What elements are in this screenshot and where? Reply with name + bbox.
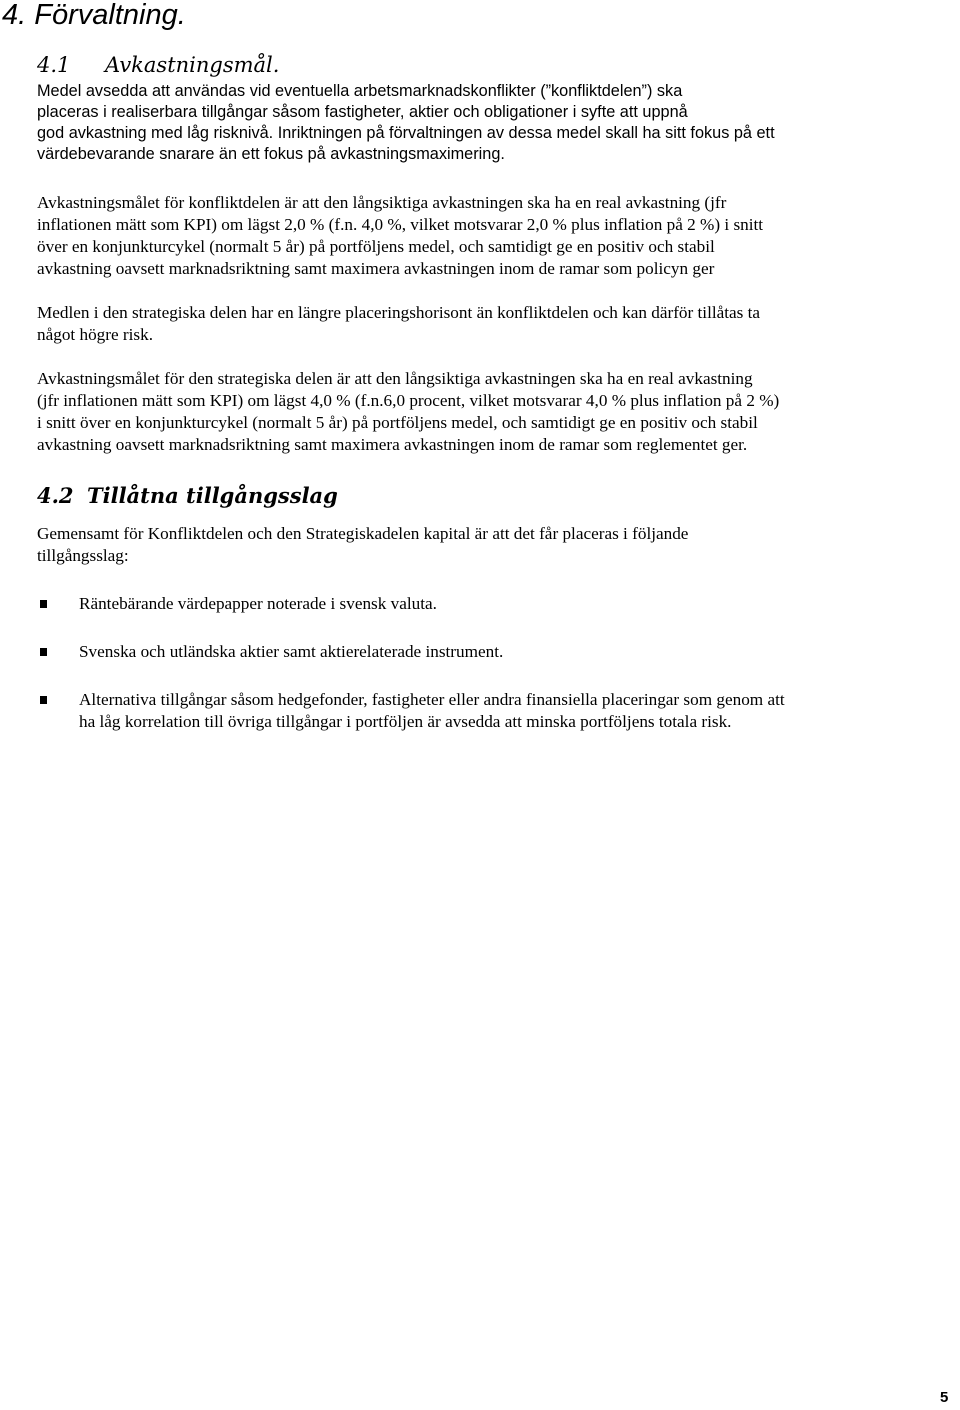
chapter-heading: 4. Förvaltning.: [2, 0, 186, 31]
text-line: Alternativa tillgångar såsom hedgefonder, fastigheter eller andra finansiella placeringar som genom att: [79, 690, 785, 709]
section-heading-tillatna-tillgangsslag: [37, 483, 338, 509]
paragraph-konfliktdelen-intro: [37, 81, 957, 165]
section-number: 4.2: [37, 483, 74, 508]
paragraph-tillgangsslag-intro: [37, 523, 957, 567]
text-line: god avkastning med låg risknivå. Inriktningen på förvaltningen av dessa medel skall ha sitt fokus på ett: [37, 124, 775, 142]
text-line: Avkastningsmålet för konfliktdelen är att den långsiktiga avkastningen ska ha en real avkastning (jfr: [37, 193, 727, 212]
text-line: avkastning oavsett marknadsriktning samt maximera avkastningen inom de ramar som reglementet ger.: [37, 435, 748, 454]
square-bullet-icon: [40, 600, 47, 608]
list-item-text: [79, 689, 785, 733]
text-line: ha låg korrelation till övriga tillgångar i portföljen är avsedda att minska portföljens totala risk.: [79, 712, 732, 731]
text-line: värdebevarande snarare än ett fokus på avkastningsmaximering.: [37, 145, 505, 163]
paragraph-strategiska-mal: [37, 368, 957, 456]
text-line: placeras i realiserbara tillgångar såsom fastigheter, aktier och obligationer i syfte att uppnå: [37, 103, 688, 121]
text-line: Avkastningsmålet för den strategiska delen är att den långsiktiga avkastningen ska ha en real avkastning: [37, 369, 753, 388]
text-line: tillgångsslag:: [37, 546, 129, 565]
text-line: (jfr inflationen mätt som KPI) om lägst 4,0 % (f.n.6,0 procent, vilket motsvarar 4,0 % plus inflation på 2 %): [37, 391, 780, 410]
text-line: något högre risk.: [37, 325, 153, 344]
text-line: Räntebärande värdepapper noterade i svensk valuta.: [79, 594, 437, 613]
text-line: över en konjunkturcykel (normalt 5 år) på portföljens medel, och samtidigt ge en positiv och stabil: [37, 237, 715, 256]
list-item-text: [79, 593, 437, 615]
section-title: Tillåtna tillgångsslag: [87, 483, 338, 508]
text-line: Gemensamt för Konfliktdelen och den Strategiskadelen kapital är att det får placeras i följande: [37, 524, 689, 543]
section-number: 4.1: [37, 53, 71, 77]
text-line: Svenska och utländska aktier samt aktierelaterade instrument.: [79, 642, 504, 661]
paragraph-strategiska-delen: [37, 302, 957, 346]
square-bullet-icon: [40, 648, 47, 656]
text-line: i snitt över en konjunkturcykel (normalt 5 år) på portföljens medel, och samtidigt ge en positiv och stabil: [37, 413, 758, 432]
text-line: avkastning oavsett marknadsriktning samt maximera avkastningen inom de ramar som policyn ger: [37, 259, 715, 278]
list-item-text: [79, 641, 503, 663]
square-bullet-icon: [40, 696, 47, 704]
text-line: Medlen i den strategiska delen har en längre placeringshorisont än konfliktdelen och kan därför tillåtas ta: [37, 303, 761, 322]
text-line: Medel avsedda att användas vid eventuella arbetsmarknadskonflikter (”konfliktdelen”) ska: [37, 82, 683, 100]
paragraph-konfliktdelen-mal: [37, 192, 957, 280]
section-heading-avkastningsmal: [37, 52, 279, 78]
page-number: 5: [940, 1389, 949, 1406]
text-line: inflationen mätt som KPI) om lägst 2,0 % (f.n. 4,0 %, vilket motsvarar 2,0 % plus inflation på 2 %) i snitt: [37, 215, 764, 234]
section-title: Avkastningsmål.: [105, 53, 280, 77]
